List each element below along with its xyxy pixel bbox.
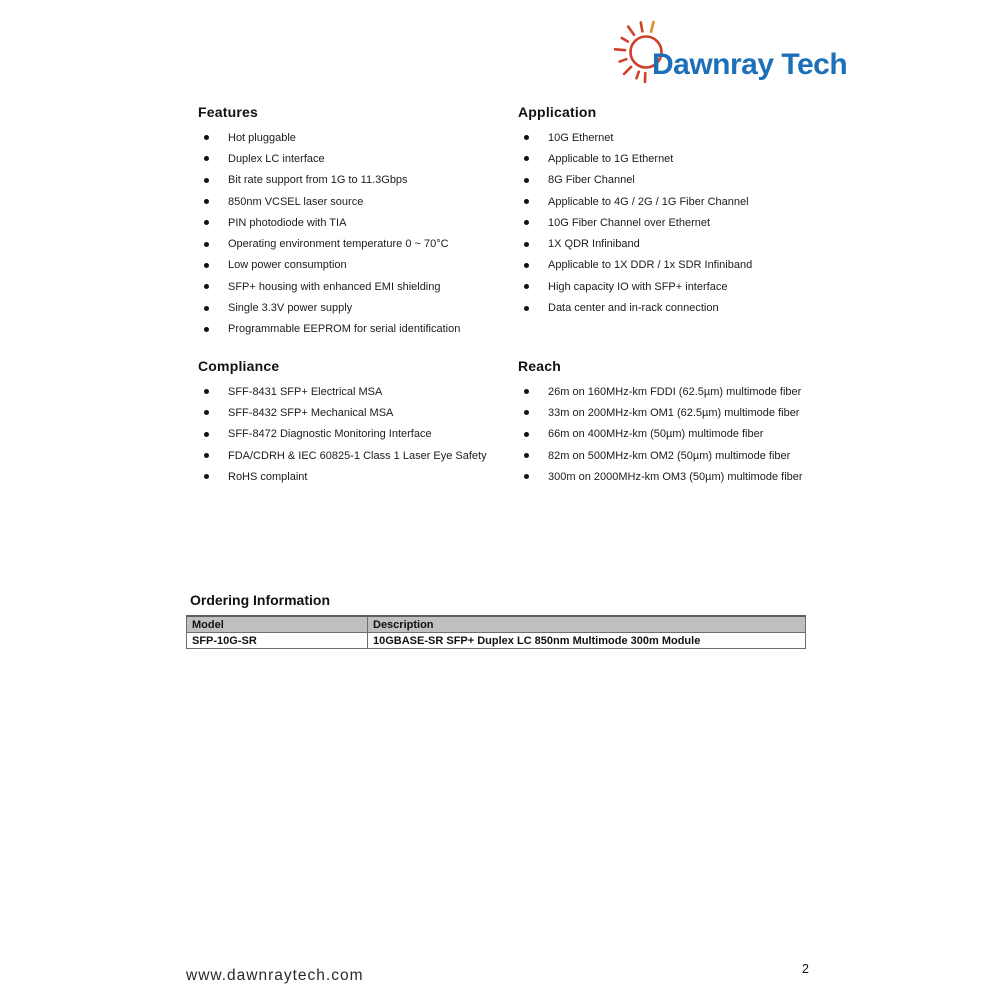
bullet-icon: [204, 474, 209, 479]
list-item-text: Data center and in-rack connection: [548, 302, 719, 315]
bullet-icon: [204, 156, 209, 161]
list-item-text: PIN photodiode with TIA: [228, 216, 347, 229]
list-item: [518, 191, 848, 212]
bullet-icon: [204, 242, 209, 247]
bullet-icon: [524, 389, 529, 394]
page-number: 2: [802, 962, 809, 976]
bullet-icon: [204, 327, 209, 332]
compliance-title: Compliance: [198, 358, 280, 374]
application-list: [518, 127, 848, 319]
list-item-text: Applicable to 1X DDR / 1x SDR Infiniband: [548, 259, 753, 272]
ordering-information-section: [186, 592, 806, 649]
list-item-text: 1X QDR Infiniband: [548, 238, 640, 251]
list-item-text: Applicable to 4G / 2G / 1G Fiber Channel: [548, 195, 749, 208]
bullet-icon: [204, 178, 209, 183]
list-item-text: 8G Fiber Channel: [548, 174, 635, 187]
company-logo: [614, 6, 854, 90]
list-item-text: 33m on 200MHz-km OM1 (62.5µm) multimode fiber: [548, 406, 800, 419]
bullet-icon: [204, 263, 209, 268]
reach-list: [518, 381, 848, 487]
bullet-icon: [524, 135, 529, 140]
list-item: [198, 466, 518, 487]
list-item-text: 850nm VCSEL laser source: [228, 195, 364, 208]
list-item-text: 82m on 500MHz-km OM2 (50µm) multimode fiber: [548, 449, 791, 462]
bullet-icon: [204, 220, 209, 225]
bullet-icon: [204, 135, 209, 140]
bullet-icon: [204, 199, 209, 204]
list-item: [198, 212, 518, 233]
list-item-text: SFP+ housing with enhanced EMI shielding: [228, 280, 441, 293]
bullet-icon: [524, 453, 529, 458]
application-title: Application: [518, 104, 597, 120]
bullet-icon: [524, 178, 529, 183]
reach-section: [518, 358, 848, 487]
bullet-icon: [524, 284, 529, 289]
list-item-text: Single 3.3V power supply: [228, 302, 353, 315]
company-name: Dawnray Tech: [652, 48, 848, 81]
list-item: [198, 402, 518, 423]
bullet-icon: [204, 389, 209, 394]
list-item: [518, 445, 848, 466]
list-item-text: High capacity IO with SFP+ interface: [548, 280, 728, 293]
list-item-text: Applicable to 1G Ethernet: [548, 152, 674, 165]
ordering-information-title: Ordering Information: [190, 592, 330, 608]
list-item: [198, 424, 518, 445]
footer-website-url: www.dawnraytech.com: [186, 967, 364, 984]
list-item: [518, 381, 848, 402]
list-item: [518, 233, 848, 254]
list-item-text: Bit rate support from 1G to 11.3Gbps: [228, 174, 408, 187]
list-item: [518, 402, 848, 423]
list-item: [518, 170, 848, 191]
description-cell: 10GBASE-SR SFP+ Duplex LC 850nm Multimode 300m Module: [368, 633, 806, 649]
bullet-icon: [204, 284, 209, 289]
bullet-icon: [524, 242, 529, 247]
list-item: [198, 276, 518, 297]
list-item: [518, 212, 848, 233]
list-item: [518, 297, 848, 318]
list-item: [198, 445, 518, 466]
list-item: [198, 191, 518, 212]
list-item: [198, 170, 518, 191]
model-column-header: Model: [187, 616, 368, 633]
features-title: Features: [198, 104, 258, 120]
list-item: [198, 255, 518, 276]
model-cell: SFP-10G-SR: [187, 633, 368, 649]
list-item-text: Hot pluggable: [228, 131, 296, 144]
list-item-text: 10G Fiber Channel over Ethernet: [548, 216, 711, 229]
bullet-icon: [524, 410, 529, 415]
list-item-text: RoHS complaint: [228, 470, 308, 483]
list-item-text: FDA/CDRH & IEC 60825-1 Class 1 Laser Eye Safety: [228, 449, 487, 462]
list-item-text: 66m on 400MHz-km (50µm) multimode fiber: [548, 428, 764, 441]
list-item-text: SFF-8431 SFP+ Electrical MSA: [228, 385, 383, 398]
list-item: [198, 319, 518, 340]
bullet-icon: [524, 263, 529, 268]
list-item-text: Low power consumption: [228, 259, 347, 272]
bullet-icon: [204, 453, 209, 458]
list-item-text: Duplex LC interface: [228, 152, 325, 165]
list-item: [198, 297, 518, 318]
list-item-text: 10G Ethernet: [548, 131, 614, 144]
list-item: [518, 127, 848, 148]
bullet-icon: [524, 474, 529, 479]
bullet-icon: [524, 199, 529, 204]
list-item-text: SFF-8472 Diagnostic Monitoring Interface: [228, 428, 432, 441]
compliance-section: [198, 358, 518, 487]
list-item: [198, 148, 518, 169]
bullet-icon: [204, 410, 209, 415]
list-item: [198, 233, 518, 254]
application-section: [518, 104, 848, 319]
compliance-list: [198, 381, 518, 487]
table-row: [187, 633, 806, 649]
list-item: [518, 148, 848, 169]
list-item: [198, 381, 518, 402]
ordering-table: [186, 615, 806, 649]
list-item-text: 300m on 2000MHz-km OM3 (50µm) multimode fiber: [548, 470, 803, 483]
list-item: [198, 127, 518, 148]
list-item: [518, 255, 848, 276]
list-item: [518, 276, 848, 297]
list-item-text: Programmable EEPROM for serial identification: [228, 323, 461, 336]
bullet-icon: [524, 432, 529, 437]
bullet-icon: [524, 306, 529, 311]
description-column-header: Description: [368, 616, 806, 633]
table-header-row: [187, 616, 806, 633]
list-item-text: SFF-8432 SFP+ Mechanical MSA: [228, 406, 394, 419]
bullet-icon: [204, 432, 209, 437]
list-item: [518, 466, 848, 487]
bullet-icon: [524, 220, 529, 225]
bullet-icon: [204, 306, 209, 311]
features-list: [198, 127, 518, 340]
list-item: [518, 424, 848, 445]
list-item-text: 26m on 160MHz-km FDDI (62.5µm) multimode fiber: [548, 385, 802, 398]
features-section: [198, 104, 518, 340]
list-item-text: Operating environment temperature 0 ~ 70°C: [228, 238, 449, 251]
bullet-icon: [524, 156, 529, 161]
reach-title: Reach: [518, 358, 562, 374]
